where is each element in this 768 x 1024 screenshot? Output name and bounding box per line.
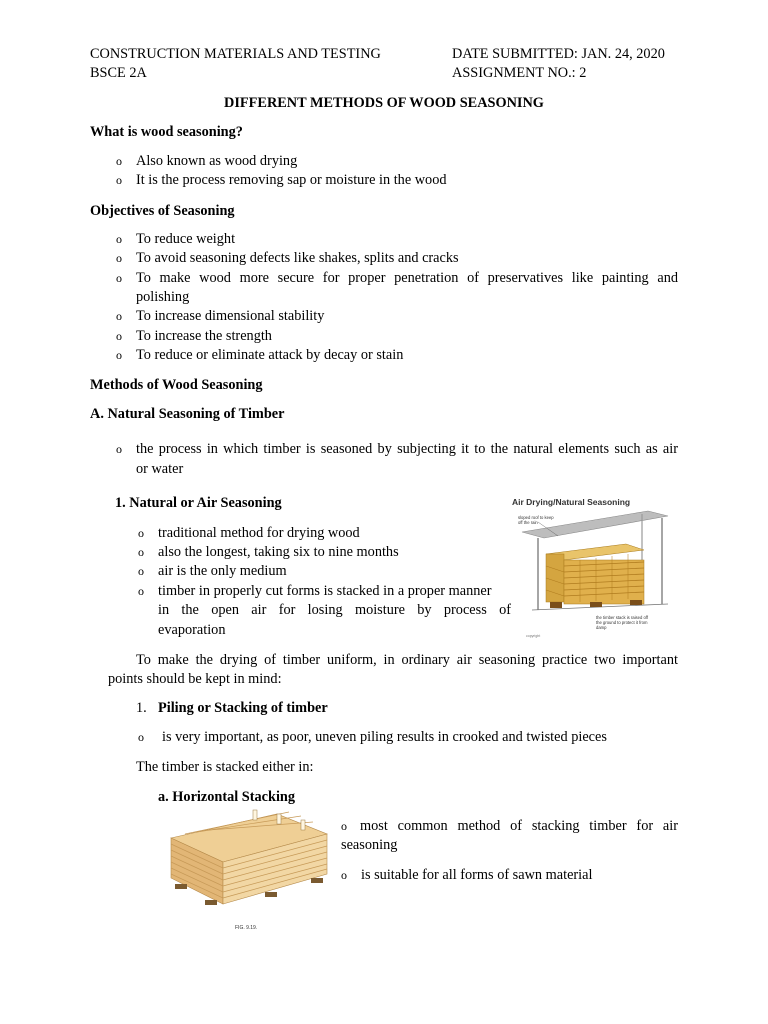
list-item: It is the process removing sap or moisture in the wood [136, 172, 447, 188]
list-item: air is the only medium [158, 563, 287, 579]
bullet-marker: o [116, 271, 122, 285]
list-item: To increase dimensional stability [136, 308, 325, 324]
list-item: timber in properly cut forms is stacked in a proper manner [158, 583, 492, 599]
heading-piling: Piling or Stacking of timber [158, 700, 328, 716]
timber-pile [171, 810, 327, 905]
horizontal-stacking-figure [165, 808, 335, 934]
heading-horizontal-stacking: a. Horizontal Stacking [158, 789, 296, 805]
bullet-marker: o [138, 584, 144, 598]
assignment-number: ASSIGNMENT NO.: 2 [452, 65, 587, 81]
list-item: is very important, as poor, uneven piling results in crooked and twisted pieces [162, 729, 607, 745]
heading-methods: Methods of Wood Seasoning [90, 377, 263, 393]
date-submitted: DATE SUBMITTED: JAN. 24, 2020 [452, 46, 665, 62]
list-item: Also known as wood drying [136, 153, 298, 169]
figure-copyright: copyright [526, 634, 541, 638]
list-item: To increase the strength [136, 328, 272, 344]
section-description-continuation: or water [136, 461, 184, 477]
list-item: most common method of stacking timber for air [360, 818, 678, 834]
piling-number: 1. [136, 700, 147, 716]
bullet-marker: o [138, 730, 144, 744]
list-item-continuation: polishing [136, 289, 190, 305]
callout-base: the timber stack is raised off the ground to protect it from damp [596, 615, 649, 630]
list-item: To reduce weight [136, 231, 236, 247]
section-name: BSCE 2A [90, 65, 147, 81]
stacked-in-text: The timber is stacked either in: [136, 759, 314, 775]
timber-stack [546, 544, 644, 608]
list-item: To make wood more secure for proper penetration of preservatives like painting and [136, 270, 678, 286]
bullet-marker: o [116, 348, 122, 362]
list-item-continuation: evaporation [158, 622, 226, 638]
course-name: CONSTRUCTION MATERIALS AND TESTING [90, 46, 381, 62]
bullet-marker: o [116, 232, 122, 246]
bullet-marker: o [116, 309, 122, 323]
section-description: the process in which timber is seasoned by subjecting it to the natural elements such as air [136, 441, 678, 457]
list-item: To reduce or eliminate attack by decay or stain [136, 347, 404, 363]
bullet-marker: o [138, 526, 144, 540]
bullet-marker: o [116, 329, 122, 343]
bullet-marker: o [341, 868, 347, 882]
figure-label: FIG. 9.19. [235, 925, 258, 931]
list-item: is suitable for all forms of sawn material [361, 867, 593, 883]
bullet-marker: o [138, 564, 144, 578]
list-item: traditional method for drying wood [158, 525, 360, 541]
list-item: To avoid seasoning defects like shakes, splits and cracks [136, 250, 459, 266]
bullet-marker: o [116, 154, 122, 168]
page-title: DIFFERENT METHODS OF WOOD SEASONING [224, 95, 544, 111]
heading-air-seasoning: 1. Natural or Air Seasoning [115, 495, 282, 511]
air-drying-figure [508, 492, 678, 642]
list-item: also the longest, taking six to nine months [158, 544, 399, 560]
bullet-marker: o [341, 819, 347, 833]
paragraph-line: points should be kept in mind: [108, 671, 282, 687]
heading-objectives: Objectives of Seasoning [90, 203, 235, 219]
heading-what-is: What is wood seasoning? [90, 124, 243, 140]
bullet-marker: o [116, 173, 122, 187]
list-item-continuation: seasoning [341, 837, 398, 853]
paragraph-line: To make the drying of timber uniform, in ordinary air seasoning practice two important [136, 652, 678, 668]
figure-title: Air Drying/Natural Seasoning [512, 497, 631, 507]
bullet-marker: o [116, 251, 122, 265]
callout-roof: sloped roof to keep off the rain [518, 515, 554, 525]
heading-natural-seasoning: A. Natural Seasoning of Timber [90, 406, 285, 422]
list-item-continuation: in the open air for losing moisture by process of [158, 602, 511, 618]
bullet-marker: o [116, 442, 122, 456]
bullet-marker: o [138, 545, 144, 559]
